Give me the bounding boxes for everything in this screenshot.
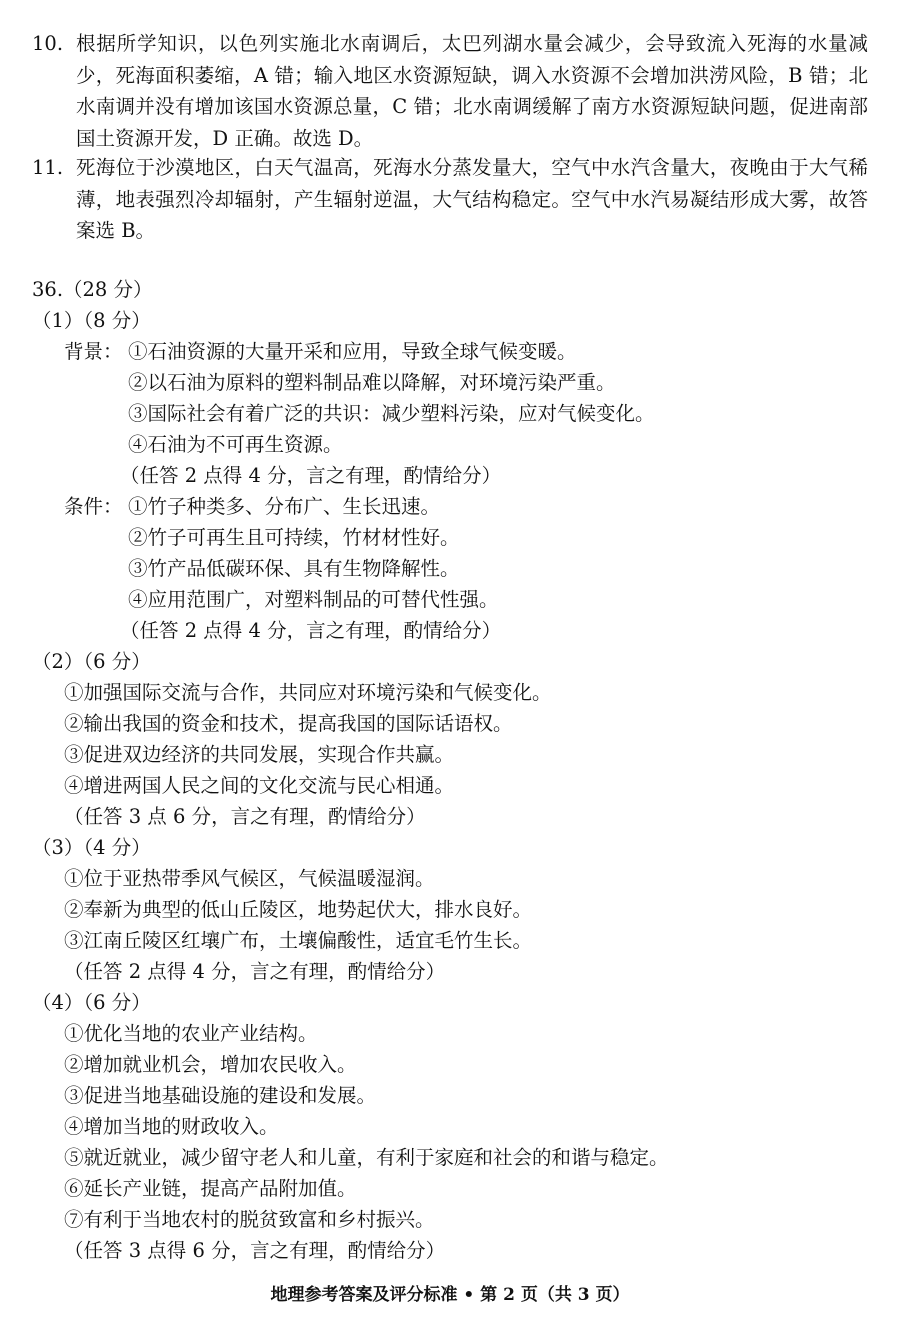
conditions-note: （任答 2 点得 4 分，言之有理，酌情给分） bbox=[120, 619, 502, 642]
background-note: （任答 2 点得 4 分，言之有理，酌情给分） bbox=[120, 464, 502, 487]
part2-note: （任答 3 点 6 分，言之有理，酌情给分） bbox=[64, 805, 426, 828]
part3-header: （3）（4 分） bbox=[32, 836, 151, 859]
conditions-label: 条件： bbox=[64, 495, 123, 518]
question-11-text: 死海位于沙漠地区，白天气温高，死海水分蒸发量大，空气中水汽含量大，夜晚由于大气稀薄，地表强烈冷却辐射，产生辐射逆温，大气结构稳定。空气中水汽易凝结形成大雾，故答案选 B。 bbox=[76, 156, 868, 242]
part3-note: （任答 2 点得 4 分，言之有理，酌情给分） bbox=[64, 960, 446, 983]
part2-item: ②输出我国的资金和技术，提高我国的国际话语权。 bbox=[64, 712, 513, 735]
question-36-header: 36.（28 分） bbox=[32, 278, 153, 301]
part2-item: ①加强国际交流与合作，共同应对环境污染和气候变化。 bbox=[64, 681, 552, 704]
conditions-item: ②竹子可再生且可持续，竹材材性好。 bbox=[128, 526, 460, 549]
part1-header: （1）（8 分） bbox=[32, 309, 151, 332]
part4-item: ⑦有利于当地农村的脱贫致富和乡村振兴。 bbox=[64, 1208, 435, 1231]
part4-header: （4）（6 分） bbox=[32, 991, 151, 1014]
background-item: ①石油资源的大量开采和应用，导致全球气候变暖。 bbox=[128, 340, 577, 363]
question-11-number: 11. bbox=[32, 156, 64, 179]
part4-item: ③促进当地基础设施的建设和发展。 bbox=[64, 1084, 377, 1107]
part2-item: ③促进双边经济的共同发展，实现合作共赢。 bbox=[64, 743, 455, 766]
question-10-text: 根据所学知识，以色列实施北水南调后，太巴列湖水量会减少，会导致流入死海的水量减少，死海面积萎缩，A 错；输入地区水资源短缺，调入水资源不会增加洪涝风险，B 错；北水南调并没有增加该国水资源总量，C 错；北水南调缓解了南方水资源短缺问题，促进南部国土资源开发，D 正确。故选 D。 bbox=[76, 32, 868, 150]
part4-item: ⑤就近就业，减少留守老人和儿童，有利于家庭和社会的和谐与稳定。 bbox=[64, 1146, 669, 1169]
conditions-item: ③竹产品低碳环保、具有生物降解性。 bbox=[128, 557, 460, 580]
conditions-item: ①竹子种类多、分布广、生长迅速。 bbox=[128, 495, 441, 518]
background-item: ③国际社会有着广泛的共识：减少塑料污染，应对气候变化。 bbox=[128, 402, 655, 425]
page-footer: 地理参考答案及评分标准 • 第 2 页（共 3 页） bbox=[270, 1285, 630, 1305]
part4-item: ①优化当地的农业产业结构。 bbox=[64, 1022, 318, 1045]
background-item: ②以石油为原料的塑料制品难以降解，对环境污染严重。 bbox=[128, 371, 616, 394]
part4-item: ②增加就业机会，增加农民收入。 bbox=[64, 1053, 357, 1076]
part3-item: ②奉新为典型的低山丘陵区，地势起伏大，排水良好。 bbox=[64, 898, 533, 921]
part2-item: ④增进两国人民之间的文化交流与民心相通。 bbox=[64, 774, 455, 797]
background-label: 背景： bbox=[64, 340, 123, 363]
background-item: ④石油为不可再生资源。 bbox=[128, 433, 343, 456]
part4-note: （任答 3 点得 6 分，言之有理，酌情给分） bbox=[64, 1239, 446, 1262]
conditions-item: ④应用范围广，对塑料制品的可替代性强。 bbox=[128, 588, 499, 611]
part4-item: ⑥延长产业链，提高产品附加值。 bbox=[64, 1177, 357, 1200]
question-11 bbox=[32, 152, 868, 247]
question-10 bbox=[32, 28, 868, 154]
part2-header: （2）（6 分） bbox=[32, 650, 151, 673]
part3-item: ①位于亚热带季风气候区，气候温暖湿润。 bbox=[64, 867, 435, 890]
part4-item: ④增加当地的财政收入。 bbox=[64, 1115, 279, 1138]
part3-item: ③江南丘陵区红壤广布，土壤偏酸性，适宜毛竹生长。 bbox=[64, 929, 533, 952]
question-10-number: 10. bbox=[32, 32, 64, 55]
